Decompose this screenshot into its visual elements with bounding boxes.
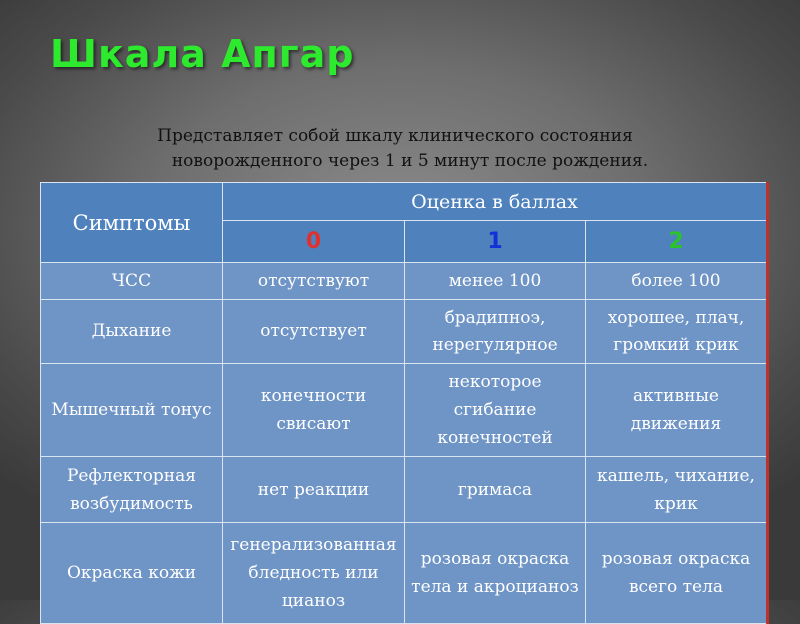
slide-title: Шкала Апгар [50,32,355,76]
score-1-cell: некоторое сгибание конечностей [405,364,586,457]
score-0-cell: конечности свисают [223,364,405,457]
slide-subtitle [100,124,720,174]
table-header-row [41,183,768,221]
score-1-cell: брадипноэ, нерегулярное [405,300,586,364]
subtitle-line-2: новорожденного через 1 и 5 минут после рождения. [171,151,649,171]
symptoms-header: Симптомы [41,183,223,263]
score-0-cell: отсутствует [223,300,405,364]
symptom-cell: Окраска кожи [41,523,223,624]
score-2-cell: активные движения [586,364,768,457]
score-1-cell: менее 100 [405,263,586,300]
score-1-cell: розовая окраска тела и акроцианоз [405,523,586,624]
score-2-cell: более 100 [586,263,768,300]
score-0-cell: отсутствуют [223,263,405,300]
symptom-cell: Дыхание [41,300,223,364]
score-2-cell: хорошее, плач, громкий крик [586,300,768,364]
score-group-header: Оценка в баллах [223,183,768,221]
table-row [41,457,768,523]
apgar-table [40,182,769,624]
table-row [41,300,768,364]
subtitle-line-1: Представляет собой шкалу клинического состояния [157,126,633,146]
symptom-cell: ЧСС [41,263,223,300]
apgar-table-container [40,182,767,612]
symptom-cell: Мышечный тонус [41,364,223,457]
score-1-header: 1 [405,221,586,263]
score-0-cell: генерализованная бледность или цианоз [223,523,405,624]
table-row [41,263,768,300]
table-row [41,523,768,624]
score-2-cell: кашель, чихание, крик [586,457,768,523]
symptom-cell: Рефлекторная возбудимость [41,457,223,523]
score-1-cell: гримаса [405,457,586,523]
score-0-cell: нет реакции [223,457,405,523]
score-0-header: 0 [223,221,405,263]
score-2-cell: розовая окраска всего тела [586,523,768,624]
table-row [41,364,768,457]
score-2-header: 2 [586,221,768,263]
